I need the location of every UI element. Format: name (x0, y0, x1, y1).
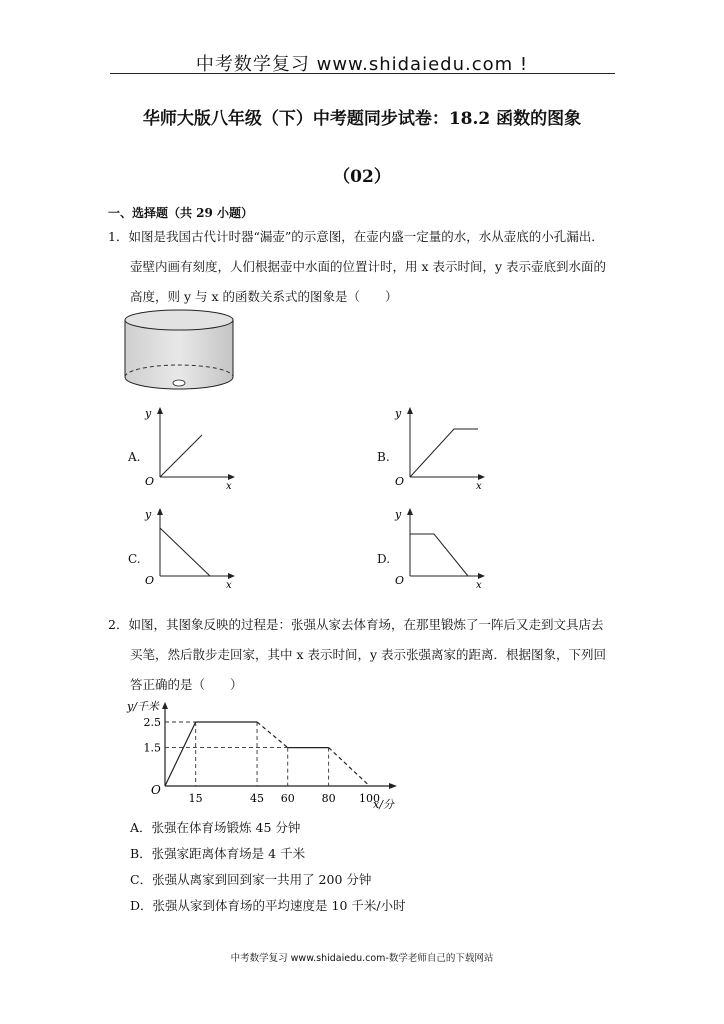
q1-option-c-graph (140, 506, 240, 591)
x-axis-label: x/分 (373, 798, 394, 810)
water-clock-figure (120, 305, 240, 400)
question-2 (108, 610, 628, 700)
q1-option-b-graph (390, 405, 490, 490)
q2-distance-time-chart (125, 698, 410, 810)
series-segment-2 (257, 722, 288, 748)
d-origin-label: O (395, 574, 405, 587)
q2-option-b: B．张强家距离体育场是 4 千米 (130, 846, 306, 861)
a-y-label: y (145, 407, 152, 420)
header-divider (110, 73, 615, 74)
q1-line1: 1．如图是我国古代计时器“漏壶”的示意图，在壶内盛一定量的水，水从壶底的小孔漏出． (108, 229, 604, 244)
a-x-label: x (226, 481, 232, 490)
q1-option-c-label: C. (128, 552, 141, 566)
q1-line3: 高度，则 y 与 x 的函数关系式的图象是（ ） (130, 289, 398, 304)
y-axis-label: y/千米 (127, 700, 159, 713)
y-axis-arrow (162, 702, 168, 709)
y-tick-1.5: 1.5 (143, 741, 161, 755)
x-tick-60: 60 (280, 792, 295, 805)
q2-line1: 2．如图，其图象反映的过程是：张强从家去体育场，在那里锻炼了一阵后又走到文具店去 (108, 617, 604, 632)
series-segment-0 (165, 722, 196, 786)
series-segment-4 (329, 748, 370, 786)
c-origin-label: O (145, 574, 155, 587)
origin-label: O (151, 783, 161, 797)
b-origin-label: O (395, 475, 405, 488)
d-x-label: x (476, 580, 482, 591)
q2-options (108, 815, 628, 919)
q2-option-c: C．张强从离家到回到家一共用了 200 分钟 (130, 872, 372, 887)
q1-option-a-graph (140, 405, 240, 490)
y-tick-2.5: 2.5 (143, 716, 161, 729)
q1-line2: 壶壁内画有刻度，人们根据壶中水面的位置计时，用 x 表示时间，y 表示壶底到水面的 (130, 259, 607, 274)
x-axis-arrow (389, 783, 397, 789)
q2-option-d: D．张强从家到体育场的平均速度是 10 千米/小时 (130, 898, 406, 913)
b-y-label: y (395, 407, 402, 420)
x-tick-100: 100 (359, 792, 381, 805)
a-origin-label: O (145, 475, 155, 488)
question-1 (108, 222, 628, 312)
q2-option-a: A．张强在体育场锻炼 45 分钟 (130, 820, 301, 835)
paper-subtitle: （02） (333, 167, 391, 187)
x-tick-80: 80 (321, 792, 336, 805)
d-y-label: y (395, 508, 402, 521)
c-x-label: x (226, 580, 232, 591)
outlet-hole (173, 380, 185, 386)
x-tick-45: 45 (250, 792, 265, 805)
page-header: 中考数学复习 www.shidaiedu.com ! (195, 54, 529, 75)
section-heading: 一、选择题（共 29 小题） (108, 206, 254, 220)
paper-title: 华师大版八年级（下）中考题同步试卷：18.2 函数的图象 (142, 109, 582, 129)
page-footer: 中考数学复习 www.shidaiedu.com-数学老师自己的下载网站 (230, 953, 494, 964)
q1-option-a-label: A. (128, 450, 141, 464)
x-tick-15: 15 (188, 792, 203, 805)
q1-option-d-label: D. (377, 552, 391, 566)
q2-line2: 买笔，然后散步走回家，其中 x 表示时间，y 表示张强离家的距离．根据图象，下列回 (130, 647, 607, 662)
q2-line3: 答正确的是（ ） (130, 677, 243, 692)
q1-option-d-graph (390, 506, 490, 591)
c-y-label: y (145, 508, 152, 521)
b-x-label: x (476, 481, 482, 490)
q1-option-b-label: B. (377, 450, 390, 464)
